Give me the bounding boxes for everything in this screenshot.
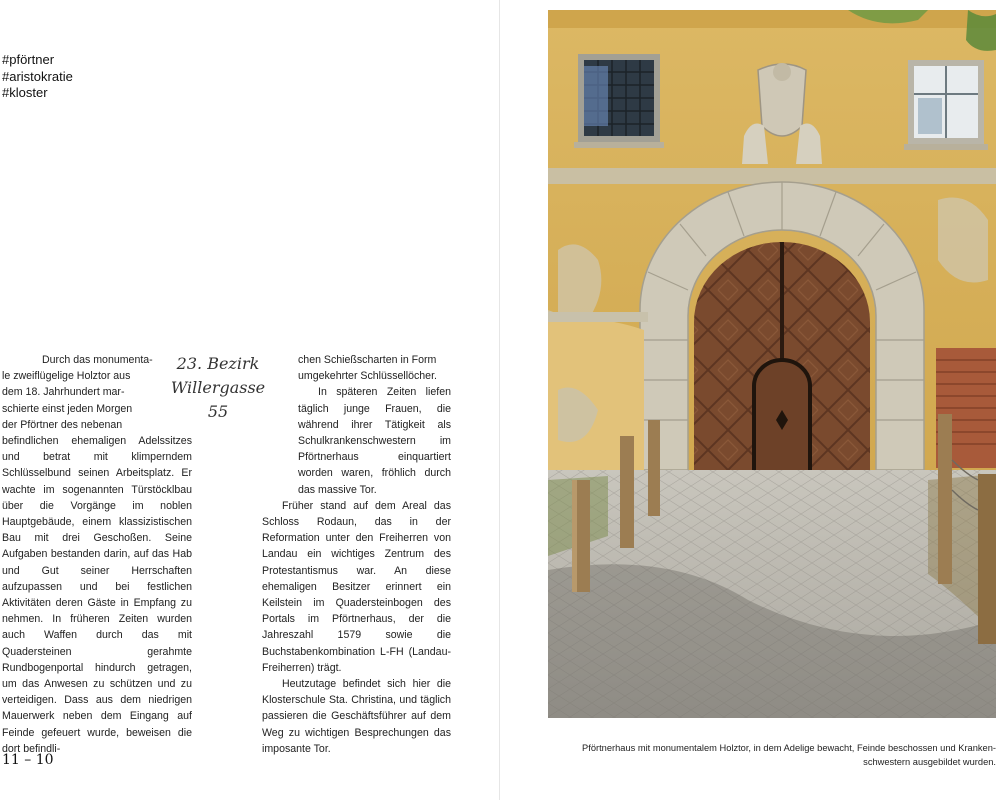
text-line: dem 18. Jahrhundert mar-	[2, 386, 125, 399]
text-column-1	[2, 352, 192, 757]
hashtag: #pförtner	[2, 52, 55, 67]
column1-intro	[2, 352, 153, 433]
address-street: Willergasse	[170, 378, 266, 397]
column2-paragraph: In späteren Zeiten liefen täglich junge Frauen, die während ihrer Tätigkeit als Schulkrankenschwestern im Pförtnerhaus einquartiert worden waren, fröhlich durch das massive Tor.	[298, 386, 451, 496]
column2-paragraph: Früher stand auf dem Areal das Schloss Rodaun, das in der Reformation unter den Freiherren von Landau ein wichtiges Zentrum des Protestantismus war. An diese ehemaligen Besitzer erinnert ein Keilstein im Quadersteinbogen des Portals im Pförtnerhaus, der die Jahreszahl 1579 sowie die Buchstabenkombination L-FH (Landau-Freiherren) trägt.	[262, 499, 451, 674]
text-line: schierte einst jeden Morgen	[2, 402, 133, 415]
caption-line: schwestern ausgebildet wurden.	[863, 756, 996, 767]
text-line: umgekehrter Schlüssellöcher.	[298, 370, 437, 383]
text-line: der Pförtner des nebenan	[2, 418, 123, 431]
address-number: 55	[207, 402, 229, 421]
gatehouse-photo	[548, 10, 996, 718]
photo-caption	[556, 742, 996, 769]
text-line: le zweiflügelige Holztor aus	[2, 370, 131, 383]
page-numbers: 11 – 10	[2, 752, 54, 768]
text-line: chen Schießscharten in Form	[298, 354, 437, 366]
page-spine	[499, 0, 500, 800]
column2-paragraph: Heutzutage befindet sich hier die Klosterschule Sta. Christina, und täglich passieren die Geschäftsführer auf dem Weg zu wichtigen Besprechungen das imposante Tor.	[262, 678, 451, 755]
text-line: Durch das monumenta-	[42, 354, 153, 366]
hashtag-list	[2, 52, 73, 102]
hashtag: #aristokratie	[2, 68, 73, 84]
foliage	[966, 10, 996, 51]
address-district: 23. Bezirk	[176, 354, 260, 373]
column1-paragraph: befindlichen ehemaligen Adelssitzes und betrat mit klimperndem Schlüsselbund seinen Arbeitsplatz. Er wachte im sogenannten Türstöcklbau über die Vorgänge im noblen Hauptgebäude, einem klassizistischen Bau mit drei Geschoßen. Seine Aufgaben bestanden darin, auf das Hab und Gut seiner Herrschaften aufzupassen und bei festlichen Aktivitäten deren Gäste in Empfang zu nehmen. In früheren Zeiten wurden auch Waffen durch das mit Quadersteinen gerahmte Rundbogenportal hindurch getragen, um das Anwesen zu schützen und zu verteidigen. Dass aus dem niedrigen Mauerwerk neben dem Eingang auf Feinde gefeuert wurde, beweisen die dort befindli-	[2, 435, 192, 755]
hashtag: #kloster	[2, 85, 48, 100]
text-column-2	[262, 352, 451, 757]
caption-line: Pförtnerhaus mit monumentalem Holztor, in dem Adelige bewacht, Feinde beschossen und Kranken-	[582, 743, 996, 753]
gatehouse-illustration	[548, 10, 996, 718]
wooden-gate	[694, 242, 870, 470]
address-block	[170, 352, 266, 424]
